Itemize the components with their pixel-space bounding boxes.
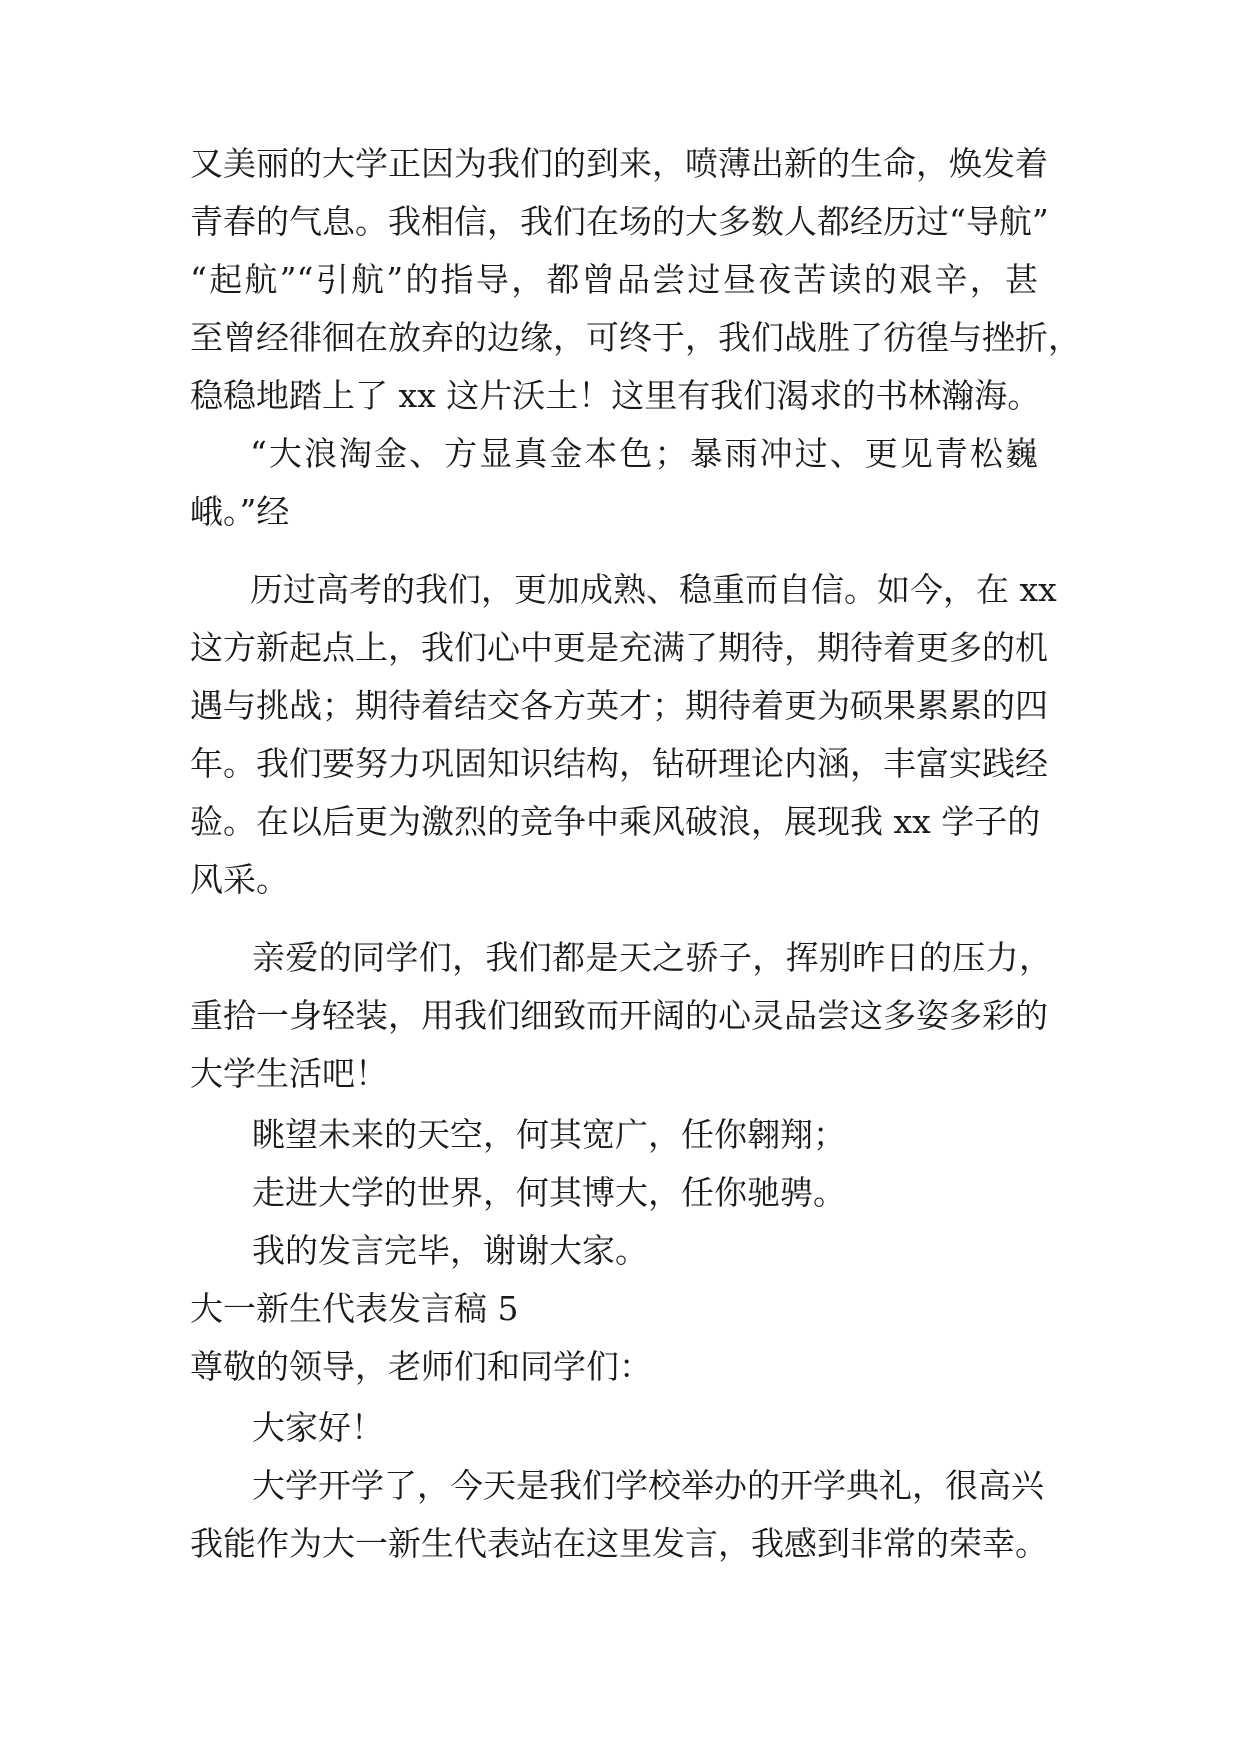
text-line — [0, 193, 1241, 251]
text-line-content: 青春的气息。我相信，我们在场的大多数人都经历过“导航” — [190, 202, 1049, 241]
text-line — [0, 619, 1241, 677]
text-line-content: 重拾一身轻装，用我们细致而开阔的心灵品尝这多姿多彩的 — [190, 996, 1048, 1035]
text-line-content: 年。我们要努力巩固知识结构，钻研理论内涵，丰富实践经 — [190, 744, 1048, 783]
text-line — [0, 987, 1241, 1045]
text-line-content: “起航”“引航”的指导，都曾品尝过昼夜苦读的艰辛，甚 — [190, 260, 1038, 299]
text-line-content: 峨。”经 — [190, 492, 290, 531]
section-heading-text: 大一新生代表发言稿 5 — [190, 1289, 519, 1328]
text-line-content: 我能作为大一新生代表站在这里发言，我感到非常的荣幸。 — [190, 1524, 1048, 1563]
text-line-content: 大学开学了，今天是我们学校举办的开学典礼，很高兴 — [252, 1466, 1044, 1505]
text-line-content: 又美丽的大学正因为我们的到来，喷薄出新的生命，焕发着 — [190, 144, 1048, 183]
text-line-content: 尊敬的领导，老师们和同学们： — [190, 1347, 652, 1386]
text-line-content: 走进大学的世界，何其博大，任你驰骋。 — [252, 1173, 846, 1212]
text-line — [0, 1515, 1241, 1573]
text-line-content: 遇与挑战；期待着结交各方英才；期待着更为硕果累累的四 — [190, 686, 1048, 725]
text-line-content: 验。在以后更为激烈的竞争中乘风破浪，展现我 xx 学子的 — [190, 802, 1041, 841]
text-line — [0, 367, 1241, 425]
text-line-content: 风采。 — [190, 860, 289, 899]
text-line — [0, 1164, 1241, 1222]
text-line — [0, 425, 1241, 483]
text-line-content: 大学生活吧！ — [190, 1054, 388, 1093]
text-line — [0, 561, 1241, 619]
text-line-content: 眺望未来的天空，何其宽广，任你翱翔； — [252, 1115, 846, 1154]
section-heading — [0, 1280, 1241, 1338]
text-line-content: 大家好！ — [252, 1408, 384, 1447]
text-line — [0, 793, 1241, 851]
text-line — [0, 1106, 1241, 1164]
text-line-content: “大浪淘金、方显真金本色；暴雨冲过、更见青松巍 — [250, 434, 1038, 473]
text-line-content: 历过高考的我们，更加成熟、稳重而自信。如今，在 xx — [250, 570, 1057, 609]
text-line — [0, 251, 1241, 309]
text-line — [0, 1222, 1241, 1280]
text-line — [0, 735, 1241, 793]
text-line — [0, 929, 1241, 987]
text-line-content: 亲爱的同学们，我们都是天之骄子，挥别昨日的压力， — [252, 938, 1052, 977]
salutation-line — [0, 1338, 1241, 1396]
text-line — [0, 483, 1241, 541]
text-line-content: 我的发言完毕，谢谢大家。 — [252, 1231, 648, 1270]
text-line — [0, 309, 1241, 367]
greeting-line — [0, 1399, 1241, 1457]
text-line-content: 稳稳地踏上了 xx 这片沃土！这里有我们渴求的书林瀚海。 — [190, 376, 1041, 415]
text-line — [0, 677, 1241, 735]
text-line-content: 至曾经徘徊在放弃的边缘，可终于，我们战胜了彷徨与挫折， — [190, 318, 1081, 357]
text-line — [0, 1457, 1241, 1515]
text-line-content: 这方新起点上，我们心中更是充满了期待，期待着更多的机 — [190, 628, 1048, 667]
text-line — [0, 1045, 1241, 1103]
text-line — [0, 851, 1241, 909]
text-line — [0, 135, 1241, 193]
